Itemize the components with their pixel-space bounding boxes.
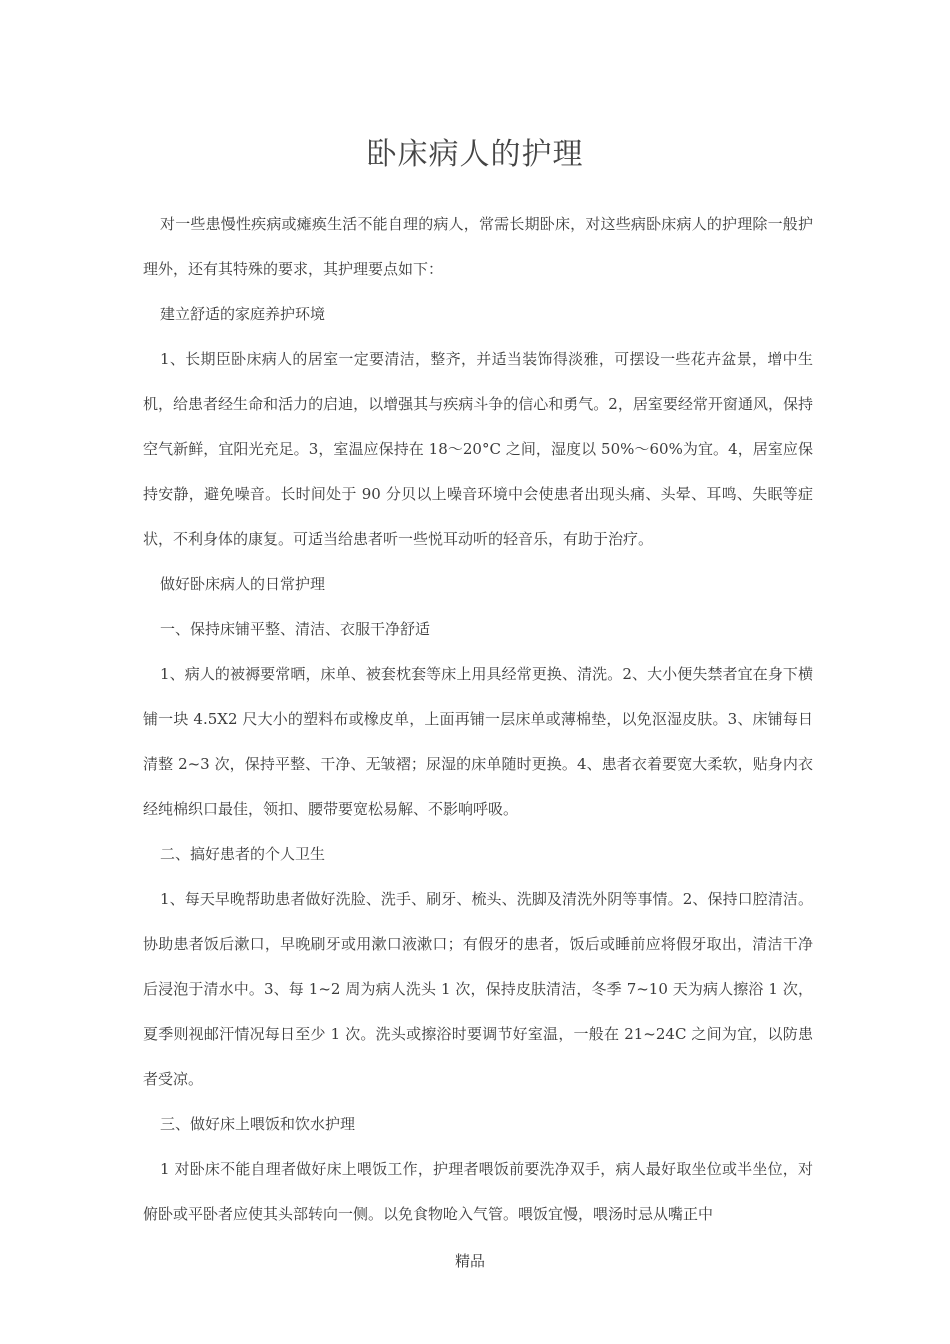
environment-paragraph: 1、长期臣卧床病人的居室一定要清洁，整齐，并适当装饰得淡雅，可摆设一些花卉盆景，增中生机，给患者经生命和活力的启迪，以增强其与疾病斗争的信心和勇气。2，居室要经常开窗通风，保持空气新鲜，宜阳光充足。3，室温应保持在 18〜20°C 之间，湿度以 50%〜60%为宜。4，居室应保持安静，避免噪音。长时间处于 90 分贝以上噪音环境中会使患者出现头痛、头晕、耳鸣、失眠等症状，不利身体的康复。可适当给患者听一些悦耳动听的轻音乐，有助于治疗。 (143, 350, 813, 548)
section-heading-environment: 建立舒适的家庭养护环境 (160, 305, 326, 323)
subheading-bedding: 一、保持床铺平整、清洁、衣服干净舒适 (160, 620, 431, 638)
subheading-hygiene: 二、搞好患者的个人卫生 (160, 845, 326, 863)
hygiene-paragraph: 1、每天早晚帮助患者做好洗脸、洗手、刷牙、梳头、洗脚及清洗外阴等事情。2、保持口腔清洁。协助患者饭后漱口，早晚刷牙或用漱口液漱口；有假牙的患者，饭后或睡前应将假牙取出，清洁干净后浸泡于清水中。3、每 1~2 周为病人洗头 1 次，保持皮肤清洁，冬季 7~10 天为病人擦浴 1 次，夏季则视邮汗情况每日至少 1 次。洗头或擦浴时要调节好室温，一般在 21~24C 之间为宜，以防患者受凉。 (143, 890, 813, 1088)
section-heading-daily-care: 做好卧床病人的日常护理 (160, 575, 326, 593)
bedding-paragraph: 1、病人的被褥要常晒，床单、被套枕套等床上用具经常更换、清洗。2、大小便失禁者宜在身下横铺一块 4.5X2 尺大小的塑料布或橡皮单，上面再铺一层床单或薄棉垫，以免沤湿皮肤。3、床铺每日清整 2~3 次，保持平整、干净、无皱褶；尿湿的床单随时更换。4、患者衣着要宽大柔软，贴身内衣经纯棉织口最佳，领扣、腰带要宽松易解、不影响呼吸。 (143, 665, 813, 818)
page-footer: 精品 (455, 1252, 486, 1270)
page-title: 卧床病人的护理 (366, 137, 584, 172)
feeding-paragraph: 1 对卧床不能自理者做好床上喂饭工作，护理者喂饭前要洗净双手，病人最好取坐位或半坐位，对俯卧或平卧者应使其头部转向一侧。以免食物呛入气管。喂饭宜慢，喂汤时忌从嘴正中 (143, 1160, 813, 1223)
subheading-feeding: 三、做好床上喂饭和饮水护理 (160, 1115, 356, 1133)
document-body (143, 202, 813, 1237)
intro-paragraph: 对一些患慢性疾病或瘫痪生活不能自理的病人，常需长期卧床，对这些病卧床病人的护理除一般护理外，还有其特殊的要求，其护理要点如下： (143, 215, 813, 278)
